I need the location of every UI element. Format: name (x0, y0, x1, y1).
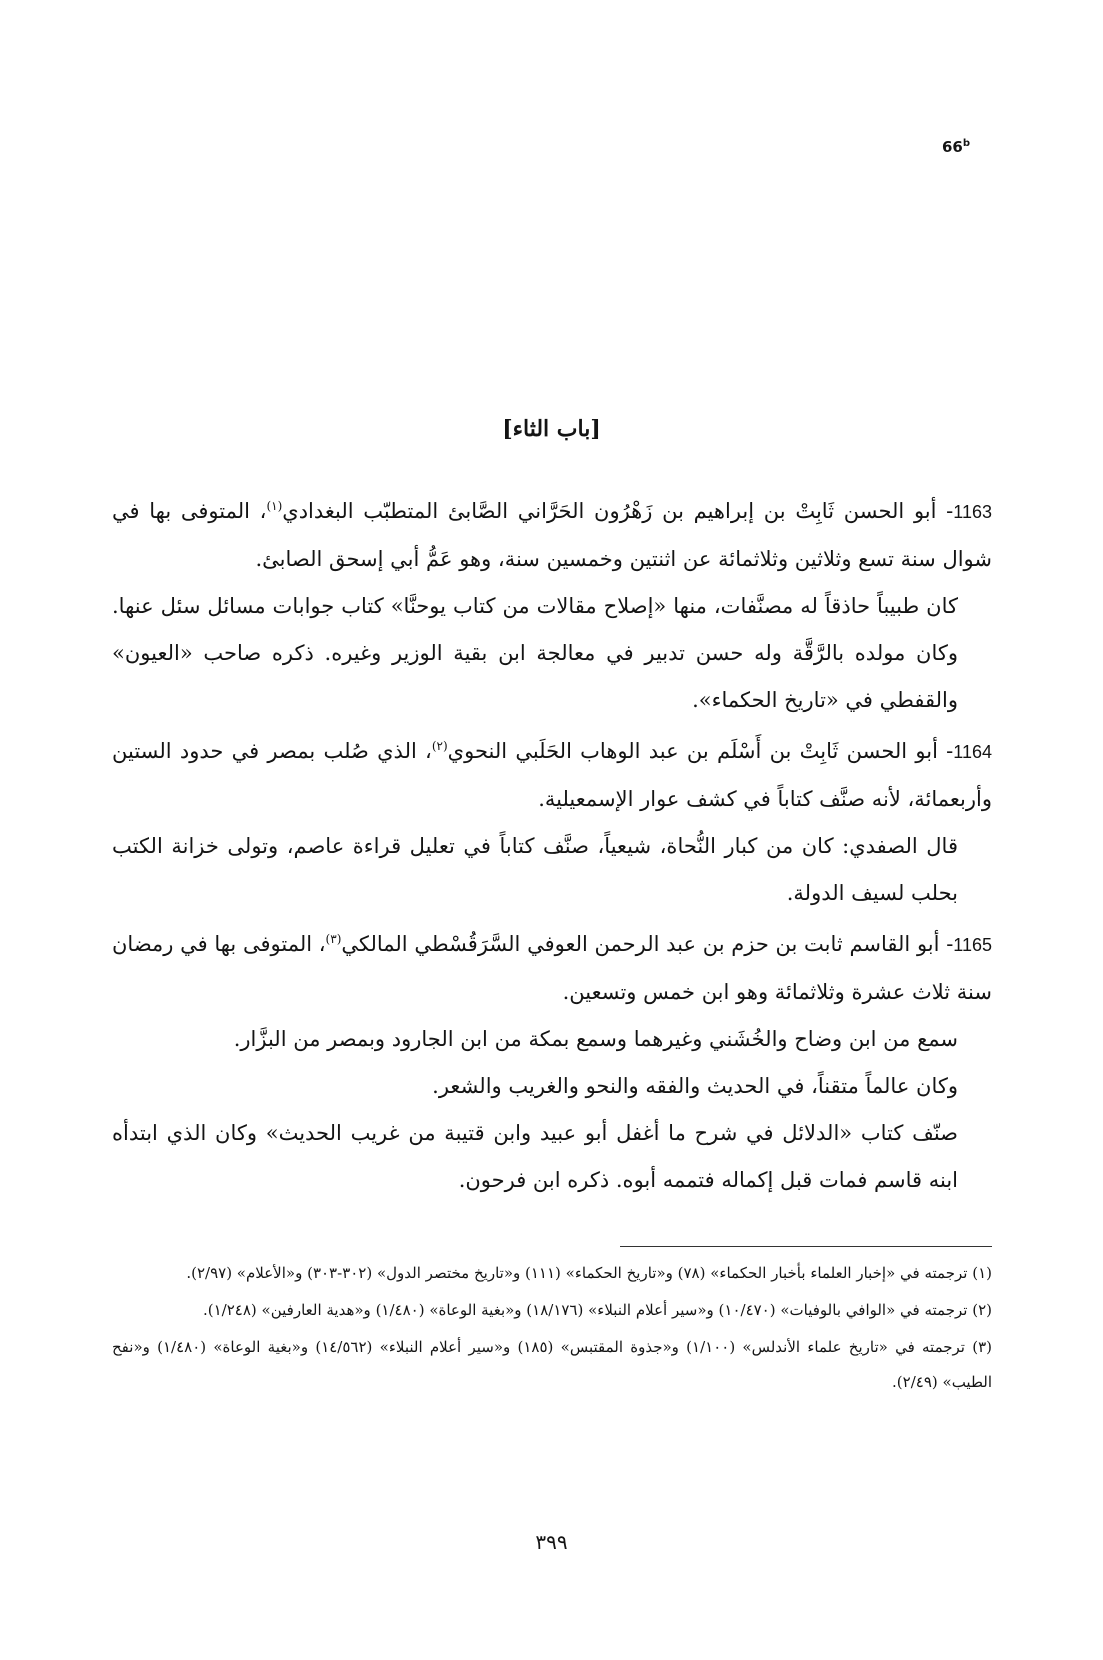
body-text (112, 488, 992, 1208)
footnote-2: (٢) ترجمته في «الوافي بالوفيات» (١٠/٤٧٠) و«سير أعلام النبلاء» (١٨/١٧٦) و«بغية الوعاة» (١/٤٨٠) و«هدية العارفين» (١/٢٤٨). (203, 1301, 992, 1319)
footnote-ref[interactable]: (١) (266, 499, 283, 513)
entry-1165 (112, 921, 992, 1204)
entry-paragraph: كان طبيباً حاذقاً له مصنَّفات، منها «إصلاح مقالات من كتاب يوحنَّا» كتاب جوابات مسائل سئل عنها. وكان مولده بالرَّقَّة وله حسن تدبير في معالجة ابن بقية الوزير وغيره. ذكره صاحب «العيون» والقفطي في «تاريخ الحكماء». (112, 594, 958, 712)
entry-number: 1165 (953, 935, 993, 955)
entry-paragraph: سمع من ابن وضاح والخُشَني وغيرهما وسمع بمكة من ابن الجارود وبمصر من البزَّار. (233, 1027, 958, 1051)
entry-name: أبو الحسن ثَابِتْ بن أَسْلَم بن عبد الوهاب الحَلَبي النحوي (447, 739, 938, 763)
footnote-divider (620, 1246, 992, 1247)
page-number: ٣٩٩ (535, 1530, 568, 1554)
entry-paragraph: قال الصفدي: كان من كبار النُّحاة، شيعياً، صنَّف كتاباً في تعليل قراءة عاصم، وتولى خزانة الكتب بحلب لسيف الدولة. (112, 834, 958, 905)
chapter-title: [باب الثاء] (502, 416, 601, 442)
folio-superscript: b (962, 138, 971, 149)
entry-1164 (112, 728, 992, 917)
footnote-ref[interactable]: (٢) (431, 739, 448, 753)
entry-paragraph: صنّف كتاب «الدلائل في شرح ما أغفل أبو عبيد وابن قتيبة من غريب الحديث» وكان الذي ابتدأه ابنه قاسم فمات قبل إكماله فتممه أبوه. ذكره ابن فرحون. (112, 1121, 958, 1192)
entry-name: أبو القاسم ثابت بن حزم بن عبد الرحمن العوفي السَّرَقُسْطي المالكي (341, 932, 940, 956)
footnote-1: (١) ترجمته في «إخبار العلماء بأخبار الحكماء» (٧٨) و«تاريخ الحكماء» (١١١) و«تاريخ مختصر الدول» (٣٠٢-٣٠٣) و«الأعلام» (٢/٩٧). (186, 1264, 992, 1282)
footnotes (112, 1256, 992, 1402)
entry-number: 1163 (953, 502, 992, 522)
entry-heading-rest: ، المتوفى بها في شوال سنة تسع وثلاثين وثلاثمائة عن اثنتين وخمسين سنة، وهو عَمُّ أبي إسحق الصابئ. (112, 499, 992, 571)
entry-heading: 1164- أبو الحسن ثَابِتْ بن أَسْلَم بن عبد الوهاب الحَلَبي النحوي$^{(٢)}$، الذي صُلب بمصر في حدود الستين وأربعمائة، لأنه صنَّف كتاباً في كشف عوار الإسمعيلية. (112, 739, 992, 811)
footnote-3: (٣) ترجمته في «تاريخ علماء الأندلس» (١/١٠٠) و«جذوة المقتبس» (١٨٥) و«سير أعلام النبلاء» (١٤/٥٦٢) و«بغية الوعاة» (١/٤٨٠) و«نفح الطيب» (٢/٤٩). (112, 1338, 992, 1391)
folio-marker (942, 138, 970, 156)
folio-number: 66 (942, 138, 963, 156)
entry-heading: 1165- أبو القاسم ثابت بن حزم بن عبد الرحمن العوفي السَّرَقُسْطي المالكي$^{(٣)}$، المتوفى بها في رمضان سنة ثلاث عشرة وثلاثمائة وهو ابن خمس وتسعين. (112, 932, 993, 1004)
entry-1163 (112, 488, 992, 724)
entry-heading-rest: ، الذي صُلب بمصر في حدود الستين وأربعمائة، لأنه صنَّف كتاباً في كشف عوار الإسمعيلية. (112, 739, 992, 811)
entry-number: 1164 (953, 742, 992, 762)
entry-name: أبو الحسن ثَابِتْ بن إبراهيم بن زَهْرُون الحَرَّاني الصَّابئ المتطبّب البغدادي (282, 499, 937, 523)
footnote-ref[interactable]: (٣) (325, 932, 342, 946)
entry-heading-rest: ، المتوفى بها في رمضان سنة ثلاث عشرة وثلاثمائة وهو ابن خمس وتسعين. (112, 932, 992, 1004)
entry-heading: 1163- أبو الحسن ثَابِتْ بن إبراهيم بن زَهْرُون الحَرَّاني الصَّابئ المتطبّب البغدادي$^{(١)}$، المتوفى بها في شوال سنة تسع وثلاثين وثلاثمائة عن اثنتين وخمسين سنة، وهو عَمُّ أبي إسحق الصابئ. (112, 499, 992, 571)
entry-paragraph: وكان عالماً متقناً، في الحديث والفقه والنحو والغريب والشعر. (432, 1074, 958, 1098)
